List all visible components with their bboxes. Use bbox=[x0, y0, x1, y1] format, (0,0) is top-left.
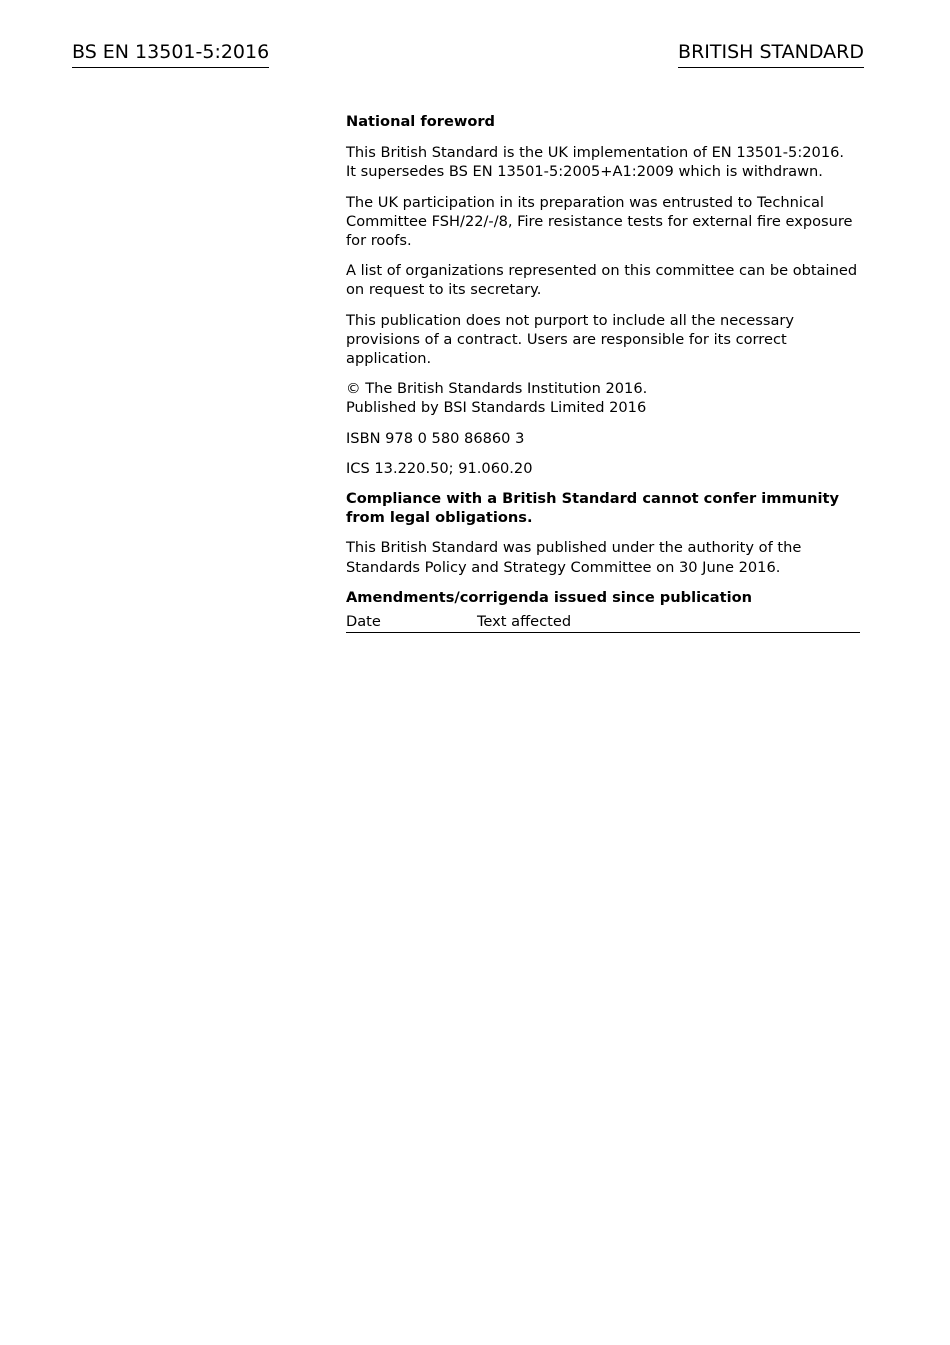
supersedes-line: It supersedes BS EN 13501-5:2005+A1:2009 which is withdrawn. bbox=[346, 163, 823, 181]
copyright-paragraph bbox=[346, 379, 860, 417]
foreword-title: National foreword bbox=[346, 113, 496, 130]
contract-disclaimer-paragraph: This publication does not purport to include all the necessary provisions of a contract. Users are responsible for its correct application. bbox=[346, 311, 795, 368]
column-header-date: Date bbox=[346, 612, 477, 633]
copyright-line: © The British Standards Institution 2016. bbox=[346, 380, 648, 398]
publisher-line: Published by BSI Standards Limited 2016 bbox=[346, 399, 647, 417]
isbn-paragraph: ISBN 978 0 580 86860 3 bbox=[346, 429, 525, 447]
organizations-paragraph: A list of organizations represented on this committee can be obtained on request to its secretary. bbox=[346, 262, 858, 299]
national-foreword-section bbox=[346, 112, 860, 633]
implementation-paragraph bbox=[346, 143, 860, 181]
amendments-header-row bbox=[346, 612, 860, 633]
ics-paragraph: ICS 13.220.50; 91.060.20 bbox=[346, 459, 533, 477]
column-header-text-affected: Text affected bbox=[477, 612, 860, 633]
document-id-header: BS EN 13501-5:2016 bbox=[72, 40, 269, 68]
compliance-note: Compliance with a British Standard cannot confer immunity from legal obligations. bbox=[346, 490, 839, 527]
committee-paragraph: The UK participation in its preparation was entrusted to Technical Committee FSH/22/-/8, Fire resistance tests for external fire exposure for roofs. bbox=[346, 193, 853, 250]
amendments-title: Amendments/corrigenda issued since publication bbox=[346, 588, 752, 606]
authority-statement: This British Standard was published under the authority of the Standards Policy and Strategy Committee on 30 June 2016. bbox=[346, 539, 802, 576]
amendments-table bbox=[346, 612, 860, 633]
implementation-line: This British Standard is the UK implementation of EN 13501-5:2016. bbox=[346, 144, 845, 162]
standard-label-header: BRITISH STANDARD bbox=[678, 40, 864, 68]
